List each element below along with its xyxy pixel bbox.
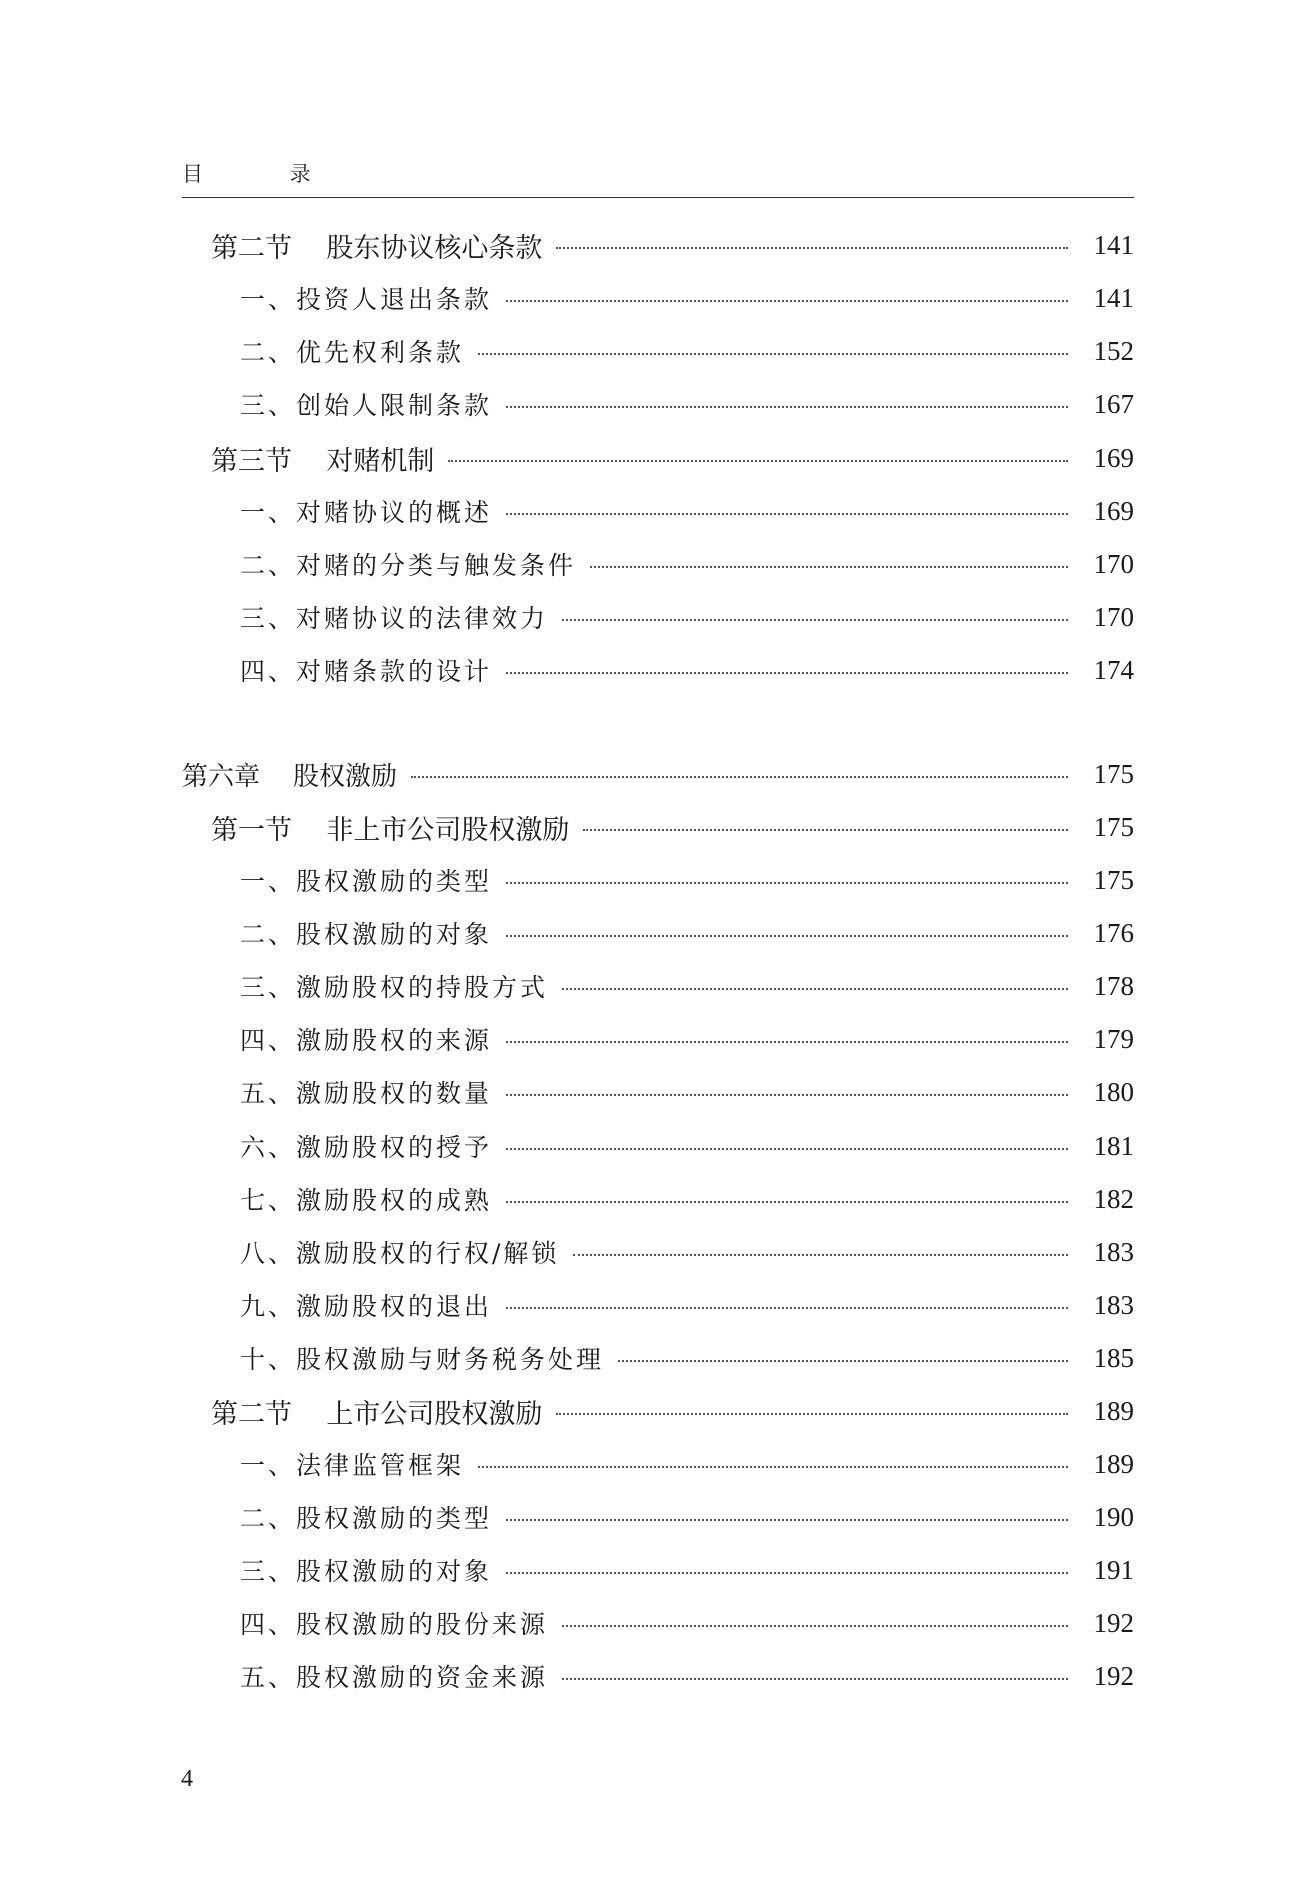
toc-dot-leader	[411, 776, 1068, 778]
toc-entry-title: 四、股权激励的股份来源	[240, 1610, 549, 1639]
running-head-title: 目 录	[182, 162, 351, 186]
toc-dot-leader	[562, 1678, 1068, 1680]
toc-entry-page: 152	[1093, 335, 1134, 366]
toc-dot-leader	[506, 1094, 1068, 1096]
toc-entry-page: 178	[1093, 970, 1134, 1001]
toc-entry-page: 175	[1093, 758, 1134, 789]
toc-entry-page: 141	[1093, 229, 1134, 260]
toc-dot-leader	[590, 566, 1068, 568]
toc-entry-page: 179	[1093, 1023, 1134, 1054]
toc-entry-item[interactable]	[240, 331, 1134, 371]
toc-dot-leader	[506, 1041, 1068, 1043]
toc-entry-item[interactable]	[240, 597, 1134, 637]
toc-entry-title: 六、激励股权的授予	[240, 1133, 493, 1162]
toc-entry-item[interactable]	[240, 650, 1134, 690]
toc-entry-title: 三、激励股权的持股方式	[240, 973, 549, 1002]
toc-entry-title: 三、创始人限制条款	[240, 391, 493, 420]
toc-entry-page: 176	[1093, 917, 1134, 948]
toc-entry-item[interactable]	[240, 1232, 1134, 1272]
toc-entry-page: 141	[1093, 282, 1134, 313]
toc-entry-title: 二、股权激励的对象	[240, 920, 493, 949]
toc-dot-leader	[562, 619, 1068, 621]
toc-entry-page: 185	[1093, 1342, 1134, 1373]
toc-entry-title: 第六章 股权激励	[182, 761, 398, 792]
toc-dot-leader	[562, 1625, 1068, 1627]
toc-dot-leader	[506, 513, 1068, 515]
toc-dot-leader	[506, 1519, 1068, 1521]
toc-entry-item[interactable]	[240, 966, 1134, 1006]
toc-entry-title: 二、对赌的分类与触发条件	[240, 551, 577, 580]
toc-entry-title: 一、对赌协议的概述	[240, 498, 493, 527]
toc-entry-title: 三、股权激励的对象	[240, 1557, 493, 1586]
toc-entry-page: 167	[1093, 388, 1134, 419]
toc-entry-page: 192	[1093, 1660, 1134, 1691]
toc-entry-title: 第一节 非上市公司股权激励	[211, 814, 570, 846]
toc-dot-leader	[506, 672, 1068, 674]
toc-dot-leader	[506, 300, 1068, 302]
toc-entry-item[interactable]	[240, 1497, 1134, 1537]
toc-entry-item[interactable]	[240, 1656, 1134, 1696]
toc-entry-title: 第三节 对赌机制	[211, 445, 435, 477]
toc-entry-title: 八、激励股权的行权/解锁	[240, 1239, 560, 1268]
toc-entry-item[interactable]	[240, 1550, 1134, 1590]
toc-entry-item[interactable]	[240, 1444, 1134, 1484]
toc-entry-item[interactable]	[240, 1126, 1134, 1166]
toc-entry-section[interactable]	[211, 438, 1134, 478]
toc-entry-item[interactable]	[240, 1072, 1134, 1112]
toc-entry-title: 十、股权激励与财务税务处理	[240, 1345, 605, 1374]
toc-dot-leader	[506, 882, 1068, 884]
toc-entry-title: 七、激励股权的成熟	[240, 1186, 493, 1215]
toc-dot-leader	[556, 1413, 1068, 1415]
toc-dot-leader	[506, 1148, 1068, 1150]
toc-entry-section[interactable]	[211, 225, 1134, 265]
toc-entry-item[interactable]	[240, 1179, 1134, 1219]
toc-dot-leader	[556, 247, 1068, 249]
toc-entry-page: 189	[1093, 1395, 1134, 1426]
toc-dot-leader	[506, 1201, 1068, 1203]
page-number: 4	[181, 1766, 193, 1792]
toc-entry-chapter[interactable]	[182, 754, 1134, 794]
toc-entry-title: 一、股权激励的类型	[240, 867, 493, 896]
toc-entry-section[interactable]	[211, 807, 1134, 847]
toc-entry-page: 181	[1093, 1130, 1134, 1161]
toc-entry-item[interactable]	[240, 544, 1134, 584]
toc-entry-page: 174	[1093, 654, 1134, 685]
toc-dot-leader	[573, 1254, 1068, 1256]
toc-entry-page: 192	[1093, 1607, 1134, 1638]
toc-entry-title: 四、对赌条款的设计	[240, 657, 493, 686]
toc-entry-title: 三、对赌协议的法律效力	[240, 604, 549, 633]
toc-dot-leader	[506, 406, 1068, 408]
toc-dot-leader	[618, 1360, 1068, 1362]
toc-entry-item[interactable]	[240, 1603, 1134, 1643]
toc-entry-page: 191	[1093, 1554, 1134, 1585]
toc-entry-item[interactable]	[240, 491, 1134, 531]
toc-entry-page: 183	[1093, 1236, 1134, 1267]
toc-entry-item[interactable]	[240, 913, 1134, 953]
toc-entry-title: 四、激励股权的来源	[240, 1026, 493, 1055]
toc-entry-page: 182	[1093, 1183, 1134, 1214]
toc-entry-section[interactable]	[211, 1391, 1134, 1431]
toc-entry-item[interactable]	[240, 384, 1134, 424]
toc-entry-page: 175	[1093, 811, 1134, 842]
toc-dot-leader	[506, 1307, 1068, 1309]
toc-dot-leader	[583, 829, 1068, 831]
toc-entry-page: 183	[1093, 1289, 1134, 1320]
toc-dot-leader	[562, 988, 1068, 990]
toc-entry-page: 189	[1093, 1448, 1134, 1479]
toc-entry-page: 170	[1093, 601, 1134, 632]
toc-dot-leader	[448, 460, 1068, 462]
toc-entry-title: 一、投资人退出条款	[240, 285, 493, 314]
toc-entry-page: 175	[1093, 864, 1134, 895]
toc-entry-page: 180	[1093, 1076, 1134, 1107]
toc-entry-item[interactable]	[240, 1338, 1134, 1378]
toc-entry-item[interactable]	[240, 278, 1134, 318]
toc-entry-page: 170	[1093, 548, 1134, 579]
toc-dot-leader	[478, 353, 1068, 355]
toc-entry-page: 169	[1093, 495, 1134, 526]
toc-dot-leader	[506, 1572, 1068, 1574]
toc-entry-page: 169	[1093, 442, 1134, 473]
toc-entry-item[interactable]	[240, 1285, 1134, 1325]
toc-entry-title: 二、优先权利条款	[240, 338, 465, 367]
toc-entry-title: 五、激励股权的数量	[240, 1079, 493, 1108]
toc-dot-leader	[506, 935, 1068, 937]
toc-entry-title: 九、激励股权的退出	[240, 1292, 493, 1321]
toc-entry-title: 第二节 股东协议核心条款	[211, 232, 543, 264]
toc-entry-title: 二、股权激励的类型	[240, 1504, 493, 1533]
toc-entry-title: 一、法律监管框架	[240, 1451, 465, 1480]
toc-entry-item[interactable]	[240, 860, 1134, 900]
toc-entry-title: 五、股权激励的资金来源	[240, 1663, 549, 1692]
toc-dot-leader	[478, 1466, 1068, 1468]
toc-entry-page: 190	[1093, 1501, 1134, 1532]
toc-entry-title: 第二节 上市公司股权激励	[211, 1398, 543, 1430]
toc-entry-item[interactable]	[240, 1019, 1134, 1059]
